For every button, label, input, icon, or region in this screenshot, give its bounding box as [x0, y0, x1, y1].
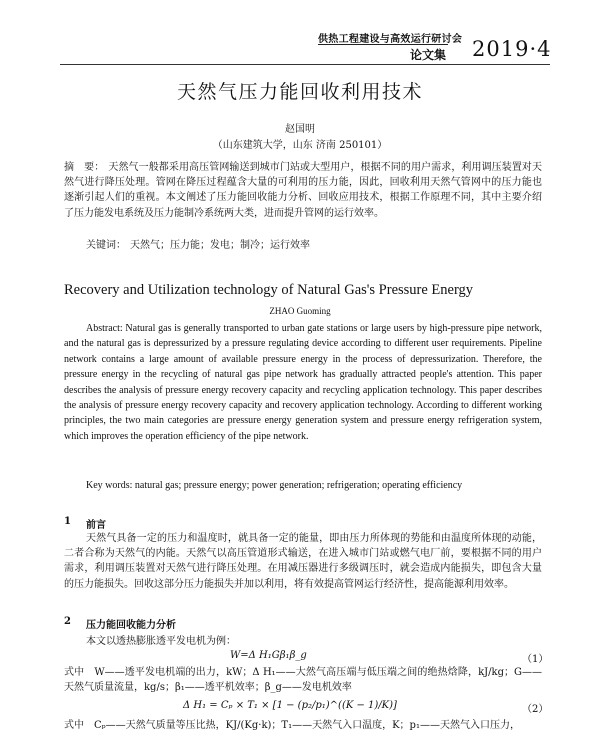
keywords-cn-text: 天然气；压力能；发电；制冷；运行效率	[130, 240, 310, 251]
keywords-en-label: Key words:	[86, 480, 133, 491]
keywords-cn	[86, 236, 310, 251]
equation-1-definitions: 式中 W——透平发电机端的出力，kW；Δ H₁——大然气高压端与低压端之间的绝热焓降，kJ/kg；G——天然气质量流量，kg/s；β₁——透平机效率；β_g——发电机效率	[64, 667, 542, 694]
section-1-title: 前言	[86, 520, 106, 531]
abstract-cn-label: 摘 要：	[64, 162, 105, 173]
abstract-en-text: Natural gas is generally transported to urban gate stations or large users by high-pressure pipe network, and the natural gas is depressurized by a pressure regulating device according to different user requirements. Pipeline network contains a large amount of available pressure energy in the process of depressurization. Therefore, the pressure energy in the recycling of natural gas pipe network has gradually attracted people's attention. This paper describes the analysis of pressure energy recovery capacity and recycling application technology. This paper describes the analysis of pressure energy recovery capacity and recovery application technology. According to different working principles, the two main categories are pressure energy generation system and pressure energy refrigeration system, which improves the operation efficiency of the pipe network.	[64, 323, 542, 442]
equation-2-definitions: 式中 Cₚ——天然气质量等压比热，KJ/(Kg·k)；T₁——天然气入口温度，K；p₁——天然气入口压力，	[64, 720, 520, 731]
equation-2: Δ H₁ = Cₚ × T₁ × [1 − (p₂/p₁)^((K − 1)/K)]	[183, 700, 397, 711]
collection-label: 论文集	[410, 48, 447, 62]
equation-2-number: （2）	[522, 704, 549, 715]
abstract-cn	[64, 160, 542, 221]
equation-1-number: （1）	[522, 654, 549, 665]
conference-name: 供热工程建设与高效运行研讨会	[318, 34, 463, 45]
header-rule-short	[318, 44, 448, 45]
keywords-cn-label: 关键词：	[86, 240, 126, 251]
keywords-en-text: natural gas; pressure energy; power generation; refrigeration; operating efficiency	[134, 480, 463, 491]
paper-title-en: Recovery and Utilization technology of Natural Gas's Pressure Energy	[64, 282, 474, 298]
keywords-en	[86, 480, 462, 491]
issue-number: 2019·4	[472, 37, 552, 61]
abstract-cn-text: 天然气一般都采用高压管网输送到城市门站或大型用户，根据不同的用户需求，利用调压装置对天然气进行降压处理。管网在降压过程蕴含大量的可利用的压力能，因此，回收利用天然气管网中的压力能也逐渐引起人们的重视。本文阐述了压力能回收能力分析、回收应用技术，根据工作原理不同，其中主要介绍了压力能发电系统及压力能制冷系统两大类，进而提升管网的运行效率。	[64, 162, 543, 219]
section-1-body: 天然气具备一定的压力和温度时，就具备一定的能量，即由压力所体现的势能和由温度所体现的动能，二者合称为天然气的内能。天然气以高压管道形式输送，在进入城市门站或燃气电厂前，要根据不同的用户需求，利用调压装置对天然气进行降压处理。在用减压器进行多级调压时，就会造成内能损失，即包含大量的压力能损失。回收这部分压力能损失并加以利用，将有效提高管网运行经济性，提高能源利用效率。	[64, 533, 542, 590]
section-2-intro: 本文以透热膨胀透平发电机为例：	[86, 636, 236, 647]
section-1-number: 1	[64, 516, 71, 527]
author-en: ZHAO Guoming	[269, 306, 331, 316]
header-rule	[60, 64, 550, 65]
equation-1: W=Δ H₁Gβ₁β_g	[230, 650, 307, 661]
paper-title-cn: 天然气压力能回收利用技术	[176, 81, 423, 103]
abstract-en	[64, 321, 542, 444]
abstract-en-label: Abstract:	[86, 323, 123, 334]
author-cn: 赵国明	[285, 124, 315, 135]
section-2-number: 2	[64, 616, 71, 627]
affiliation-cn: （山东建筑大学，山东 济南 250101）	[212, 140, 388, 151]
section-2-title: 压力能回收能力分析	[86, 620, 176, 631]
